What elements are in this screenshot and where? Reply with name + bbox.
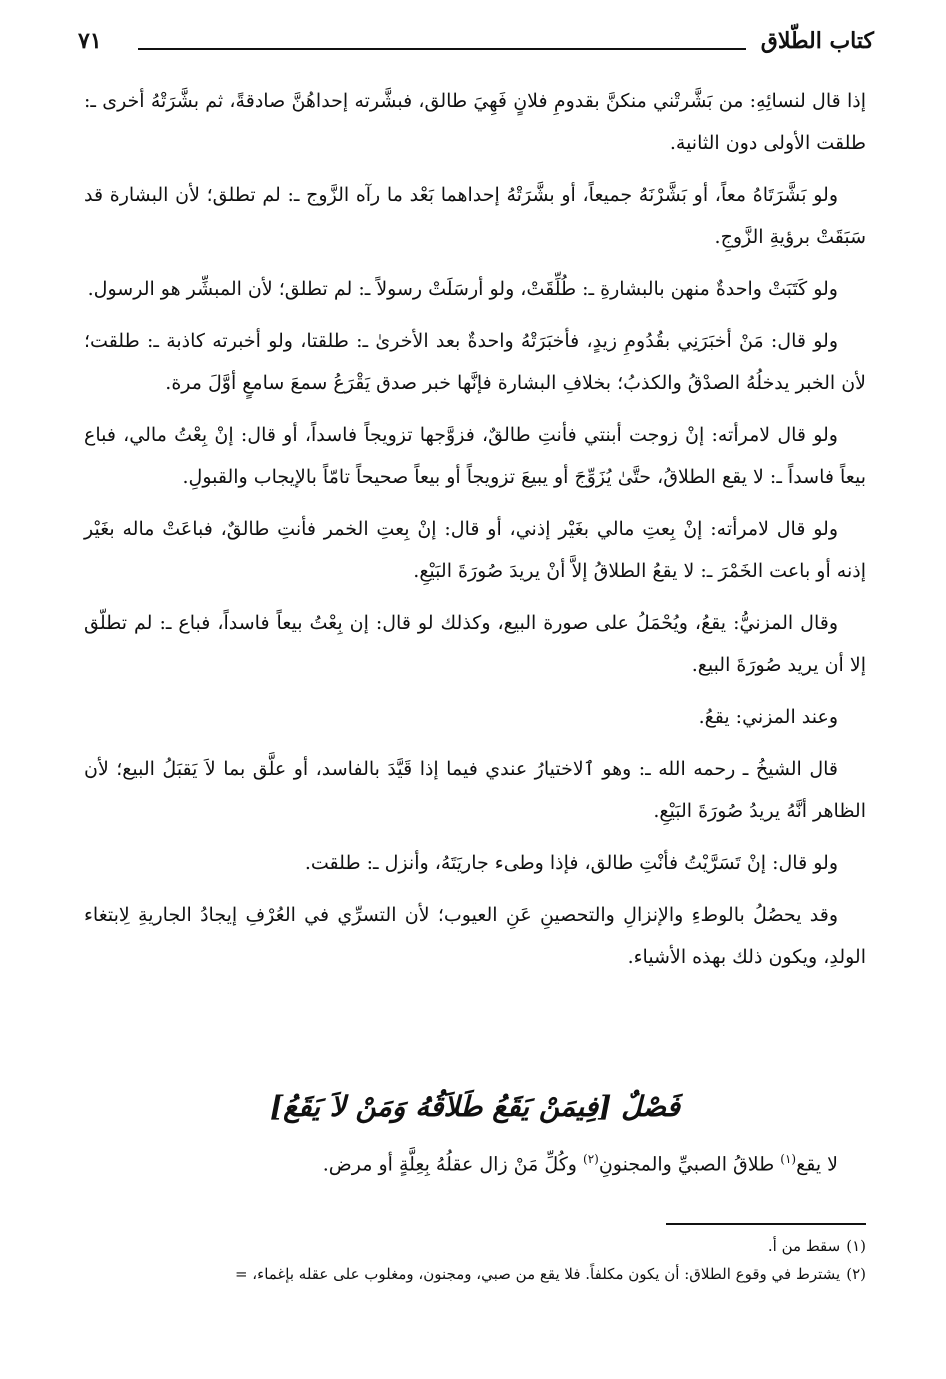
body-text — [84, 80, 866, 988]
footnote-text: يشترط في وقوع الطلاق: أن يكون مكلفاً. فلا يقع من صبي، ومجنون، ومغلوب على عقله بإغماء، = — [234, 1265, 841, 1283]
footnote — [70, 1232, 866, 1260]
section-text: وكُلِّ مَنْ زال عقلُهُ بِعِلَّةٍ أو مرض. — [322, 1153, 584, 1176]
section-heading: فَصْلٌ [فِيمَنْ يَقَعُ طَلاَقُهُ وَمَنْ لاَ يَقَعُ] — [269, 1090, 681, 1123]
running-title: كتاب الطّلاق — [760, 28, 874, 54]
paragraph: وقال المزنيُّ: يقعُ، ويُحْمَلُ على صورة البيع، وكذلك لو قال: إن بِعْتُ بيعاً فاسداً، فباع ـ: لم تطلّق إلا أن يريد صُورَةَ البيع. — [84, 612, 866, 676]
paragraph: ولو قال لامرأته: إنْ زوجت أبنتي فأنتِ طالقٌ، فزوَّجها تزويجاً فاسداً، أو قال: إنْ بِعْتُ مالي، فباع بيعاً فاسداً ـ: لا يقع الطلاقُ، حتَّىٰ يُزَوِّجَ أو يبيعَ تزويجاً أو بيعاً صحيحاً تامّاً بالإيجاب والقبولِ. — [84, 424, 866, 488]
footnote-reference[interactable]: (٢) — [583, 1152, 599, 1166]
footnote-marker: (٢) — [846, 1265, 866, 1283]
paragraph: ولو قال: مَنْ أخبَرَنِي بقُدُومِ زيدٍ، فأخبَرَتْهُ واحدةٌ بعد الأخرىٰ ـ: طلقتا، ولو أخبرته كاذبة ـ: طلقت؛ لأن الخبر يدخلُهُ الصدْقُ والكذبُ؛ بخلافِ البشارة فإنَّها خبر صدق يَقْرَعُ سمعَ سامعٍ أوَّلَ مرة. — [84, 330, 866, 394]
footnotes — [70, 1232, 866, 1288]
paragraph: ولو قال لامرأته: إنْ بِعتِ مالي بغَيْر إذني، أو قال: إنْ بِعتِ الخمر فأنتِ طالقٌ، فباعَتْ ماله بغَيْر إذنه أو باعت الخَمْرَ ـ: لا يقعُ الطلاقُ إلاَّ أنْ يريدَ صُورَةَ البَيْعِ. — [84, 518, 866, 582]
section-paragraph — [84, 1140, 866, 1183]
paragraph: وعند المزني: يقعُ. — [698, 706, 838, 728]
paragraph: قال الشيخُ ـ رحمه الله ـ: وهو ٱلاختيارُ عندي فيما إذا قَيَّدَ بالفاسد، أو علَّق بما لاَ يَقبَلُ البيع؛ لأن الظاهر أنَّهُ يريدُ صُورَةَ البَيْعِ. — [84, 758, 866, 822]
footnote-reference[interactable]: (١) — [780, 1152, 797, 1166]
section-text: لا يقع — [796, 1153, 838, 1176]
footnote-text: سقط من أ. — [767, 1237, 841, 1255]
section-text: طلاقُ الصبيِّ والمجنونِ — [598, 1153, 781, 1176]
footnote-separator — [666, 1223, 866, 1225]
footnote-marker: (١) — [846, 1237, 866, 1255]
header-rule — [138, 48, 746, 50]
paragraph: ولو قال: إنْ تَسَرَّيْتُ فأنْتِ طالق، فإذا وطىء جاريَتَهُ، وأنزل ـ: طلقت. — [304, 852, 838, 874]
footnote — [70, 1260, 866, 1288]
paragraph: وقد يحصُلُ بالوطءِ والإنزالِ والتحصينِ عَنِ العيوب؛ لأن التسرِّي في العُرْفِ إيجادُ الجاريةِ لِابتغاء الولدِ، ويكون ذلك بهذه الأشياء. — [84, 904, 866, 968]
page-number: ٧١ — [78, 28, 102, 54]
paragraph: ولو كَتَبَتْ واحدةٌ منهن بالبشارةِ ـ: طُلِّقَتْ، ولو أرسَلَتْ رسولاً ـ: لم تطلق؛ لأن المبشِّر هو الرسول. — [87, 278, 838, 300]
paragraph: إذا قال لنسائِهِ: من بَشَّرتْني منكنَّ بقدومِ فلانٍ فَهِيَ طالق، فبشَّرته إحداهُنَّ صادقةً، ثم بشَّرَتْهُ أخرى ـ: طلقت الأولى دون الثانية. — [84, 90, 866, 154]
paragraph: ولو بَشَّرَتَاهُ معاً، أو بَشَّرْنَهُ جميعاً، أو بشَّرَتْهُ إحداهما بَعْد ما رآه الزَّوج ـ: لم تطلق؛ لأن البشارة قد سَبَقَتْ برؤيةِ الزَّوجِ. — [84, 184, 866, 248]
page-header — [78, 28, 874, 68]
